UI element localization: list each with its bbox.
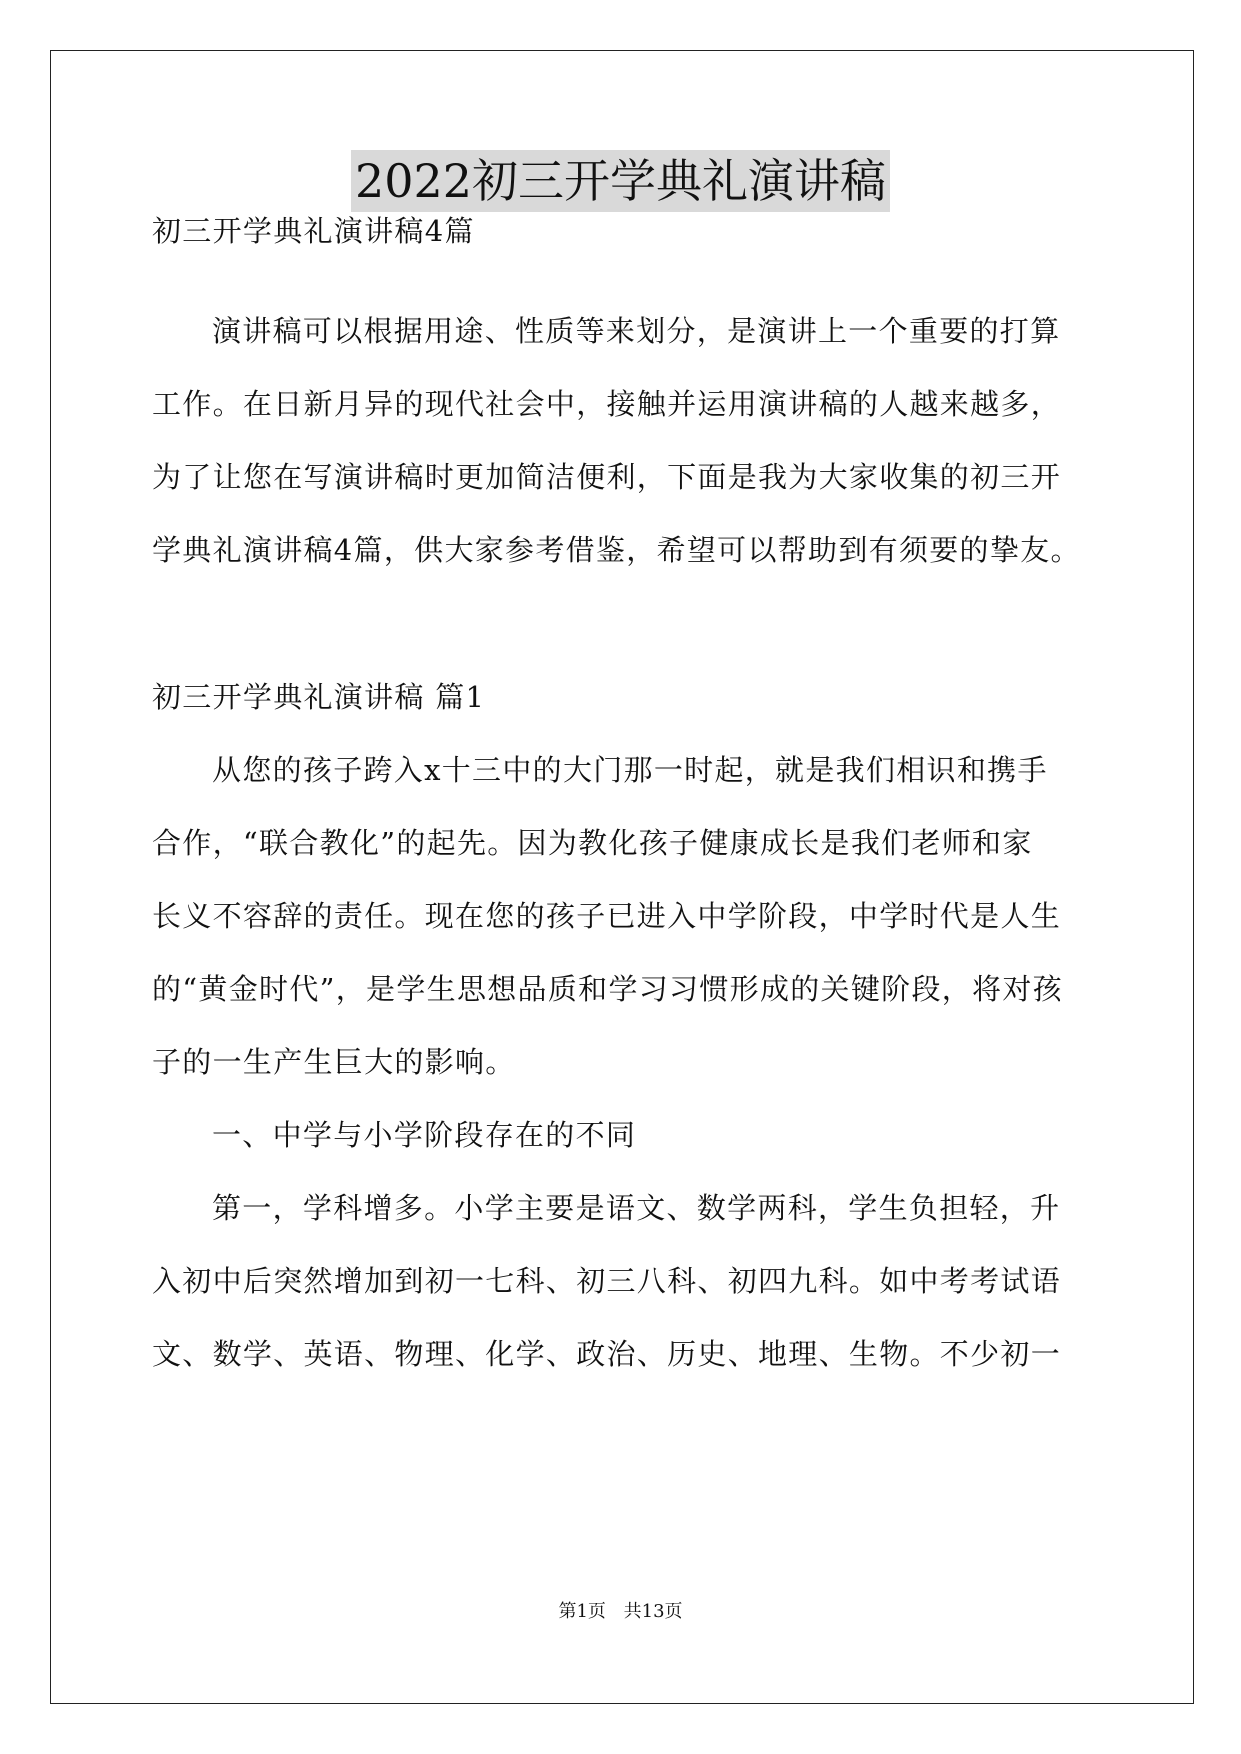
- intro-line-3: 为了让您在写演讲稿时更加简洁便利，下面是我为大家收集的初三开: [152, 460, 1062, 494]
- point-heading: 一、中学与小学阶段存在的不同: [212, 1118, 637, 1152]
- document-subtitle: 初三开学典礼演讲稿4篇: [152, 214, 475, 248]
- para1-line-5: 子的一生产生巨大的影响。: [152, 1045, 516, 1079]
- para1-line-2: 合作，“联合教化”的起先。因为教化孩子健康成长是我们老师和家: [152, 826, 1033, 860]
- para1-line-3: 长义不容辞的责任。现在您的孩子已进入中学阶段，中学时代是人生: [152, 899, 1062, 933]
- intro-line-4: 学典礼演讲稿4篇，供大家参考借鉴，希望可以帮助到有须要的挚友。: [152, 533, 1081, 567]
- page-border: [50, 50, 1194, 1704]
- intro-line-1: 演讲稿可以根据用途、性质等来划分，是演讲上一个重要的打算: [212, 314, 1061, 348]
- page-number: 第1页: [558, 1601, 606, 1622]
- document-title: 2022初三开学典礼演讲稿: [351, 150, 890, 212]
- para1-line-4: 的“黄金时代”，是学生思想品质和学习习惯形成的关键阶段，将对孩: [152, 972, 1063, 1006]
- page-footer: [0, 1600, 1241, 1624]
- para2-line-1: 第一，学科增多。小学主要是语文、数学两科，学生负担轻，升: [212, 1191, 1061, 1225]
- para2-line-2: 入初中后突然增加到初一七科、初三八科、初四九科。如中考考试语: [152, 1264, 1062, 1298]
- para2-line-3: 文、数学、英语、物理、化学、政治、历史、地理、生物。不少初一: [152, 1337, 1062, 1371]
- section-heading: 初三开学典礼演讲稿 篇1: [152, 680, 486, 714]
- intro-line-2: 工作。在日新月异的现代社会中，接触并运用演讲稿的人越来越多，: [152, 387, 1062, 421]
- para1-line-1: 从您的孩子跨入x十三中的大门那一时起，就是我们相识和携手: [212, 753, 1048, 787]
- title-container: [0, 150, 1241, 212]
- page-total: 共13页: [623, 1601, 683, 1622]
